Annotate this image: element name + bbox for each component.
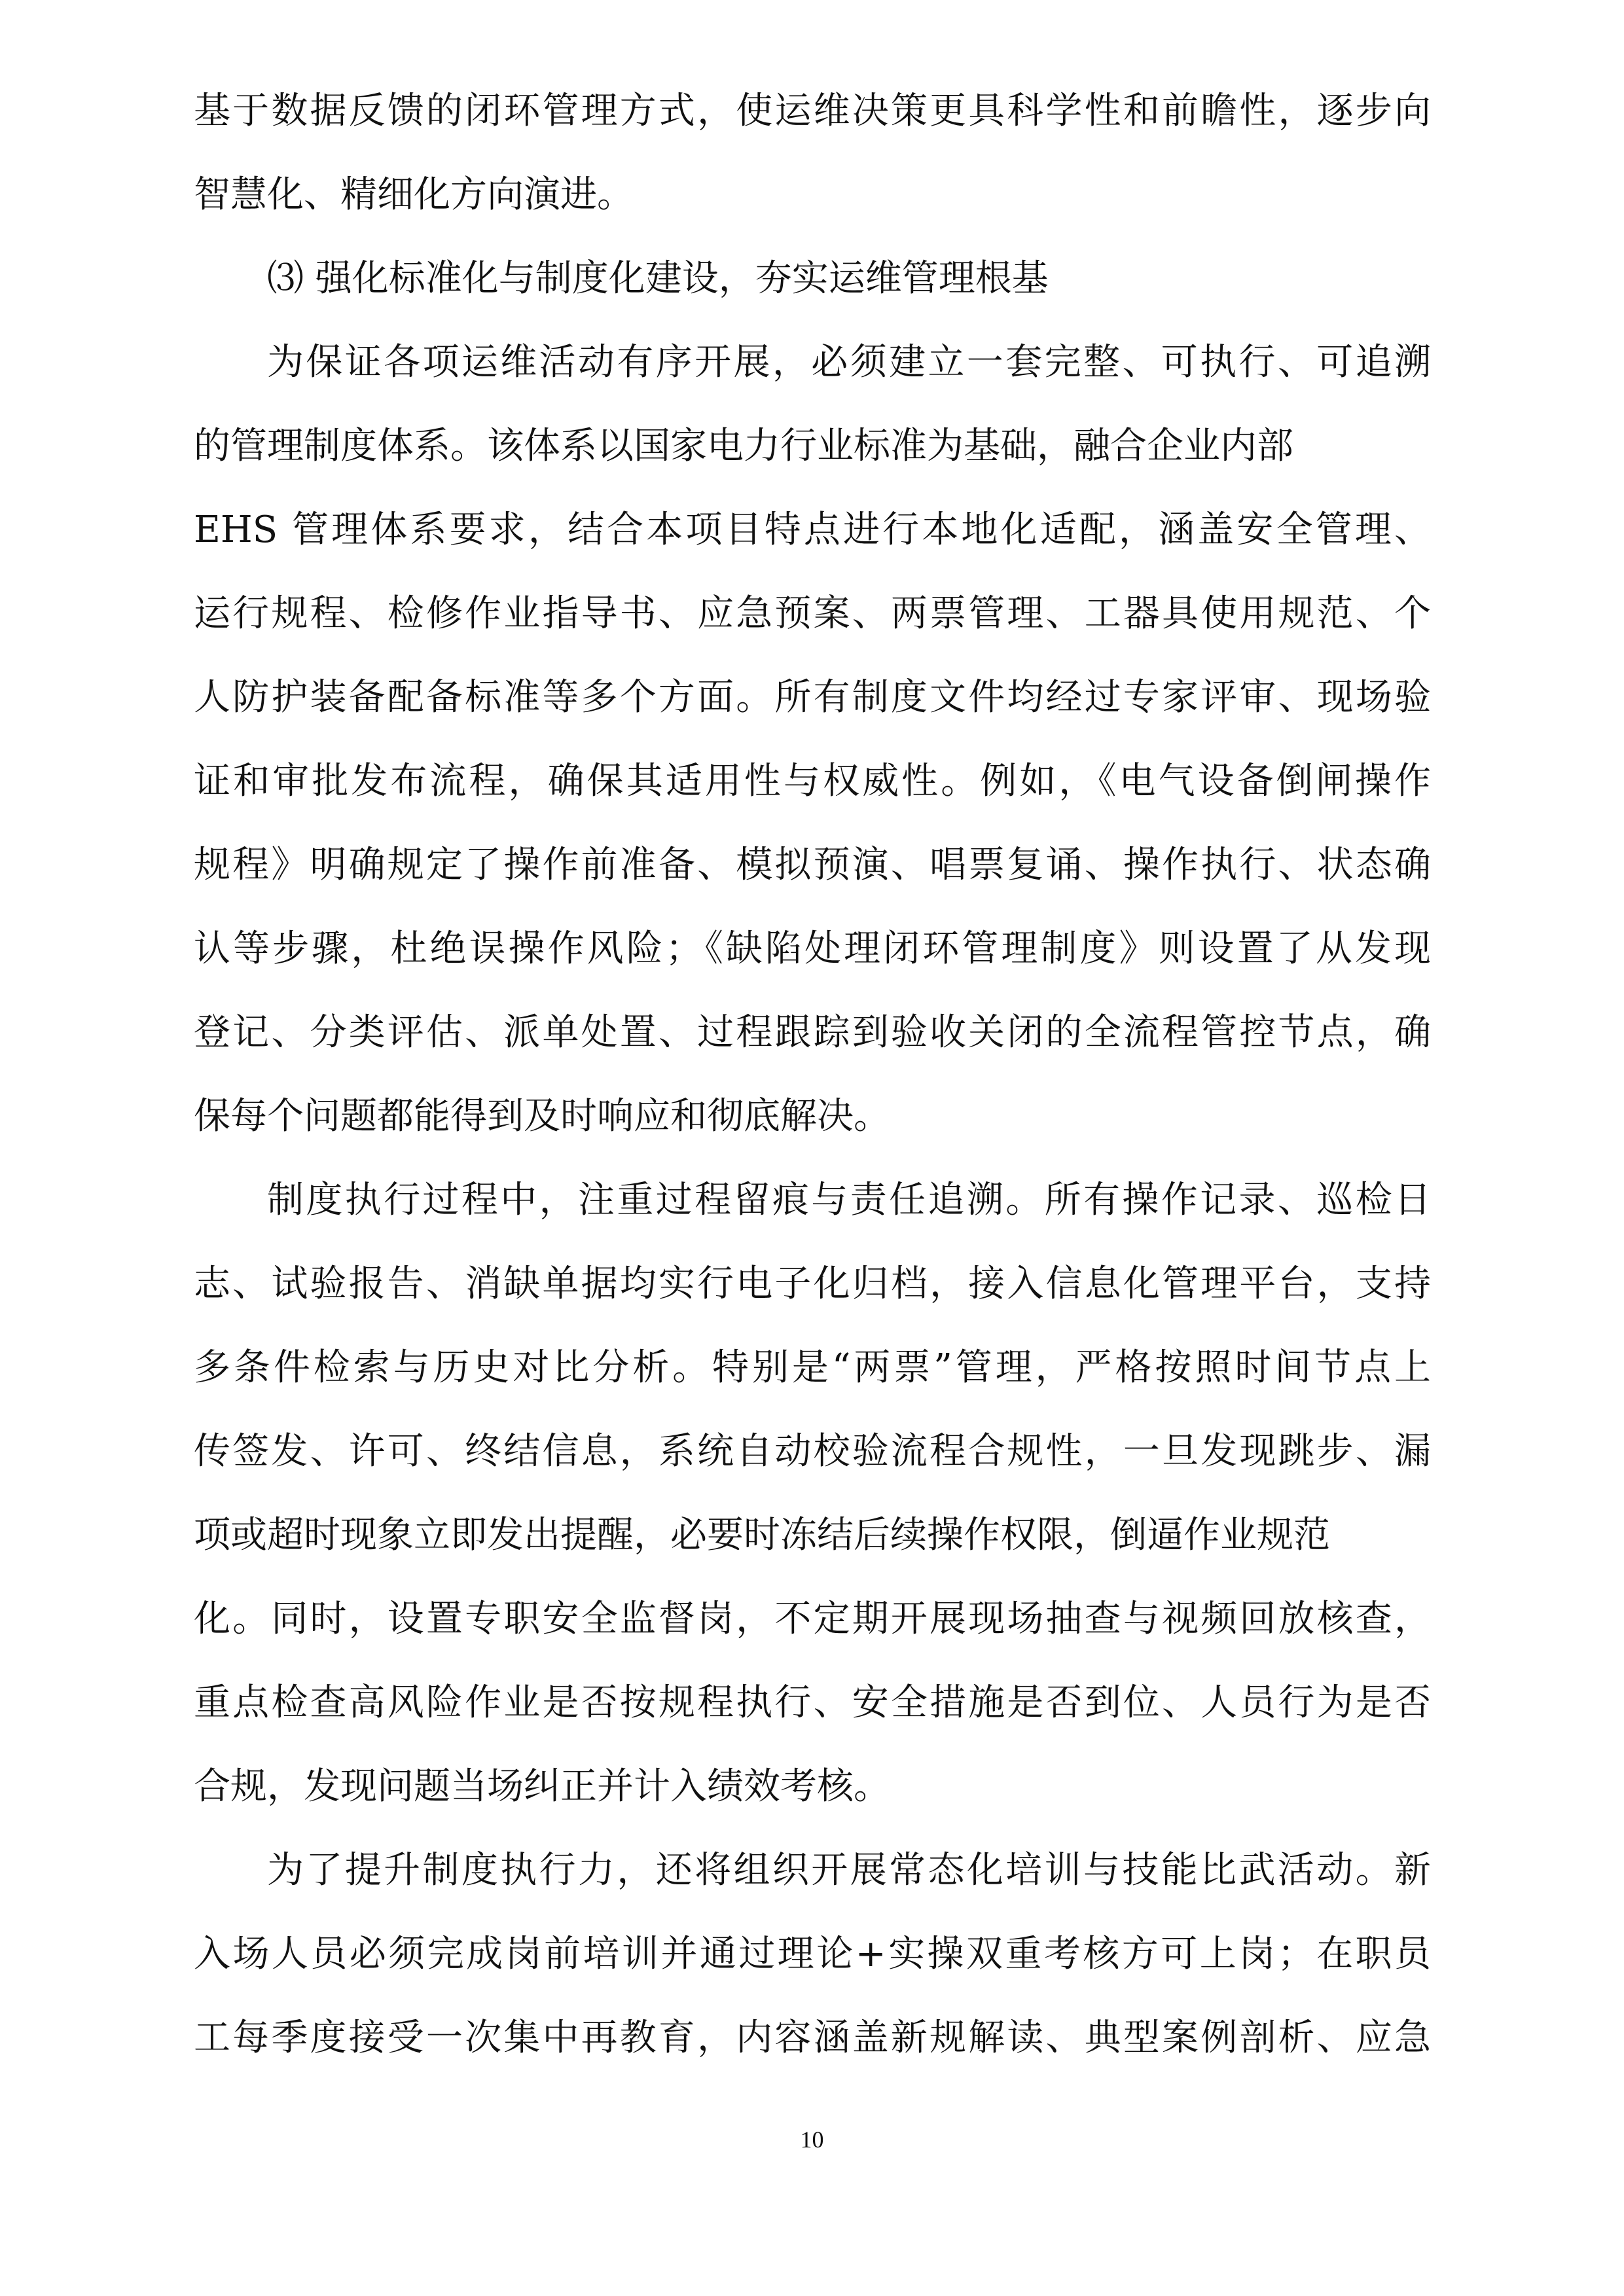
section-heading: ⑶ 强化标准化与制度化建设，夯实运维管理根基 [267,257,1049,300]
text-line: 制度执行过程中，注重过程留痕与责任追溯。所有操作记录、巡检日 [267,1179,1431,1221]
text-line: 入场人员必须完成岗前培训并通过理论+实操双重考核方可上岗；在职员 [194,1933,1431,1975]
text-line: 证和审批发布流程，确保其适用性与权威性。例如，《电气设备倒闸操作 [194,760,1431,802]
text-line: 化。同时，设置专职安全监督岗，不定期开展现场抽查与视频回放核查， [194,1598,1431,1640]
text-line: 志、试验报告、消缺单据均实行电子化归档，接入信息化管理平台，支持 [194,1263,1431,1305]
text-line: 基于数据反馈的闭环管理方式，使运维决策更具科学性和前瞻性，逐步向 [194,90,1431,132]
text-line: 智慧化、精细化方向演进。 [194,173,634,216]
page-number: 10 [800,2126,824,2153]
text-line: 传签发、许可、终结信息，系统自动校验流程合规性，一旦发现跳步、漏 [194,1430,1431,1473]
text-line: 为了提升制度执行力，还将组织开展常态化培训与技能比武活动。新 [267,1849,1431,1892]
text-line: 规程》明确规定了操作前准备、模拟预演、唱票复诵、操作执行、状态确 [194,844,1431,886]
text-line: 运行规程、检修作业指导书、应急预案、两票管理、工器具使用规范、个 [194,592,1431,635]
text-line: 工每季度接受一次集中再教育，内容涵盖新规解读、典型案例剖析、应急 [194,2017,1431,2059]
text-line: 多条件检索与历史对比分析。特别是“两票”管理，严格按照时间节点上 [194,1346,1431,1389]
text-line: 认等步骤，杜绝误操作风险；《缺陷处理闭环管理制度》则设置了从发现 [194,927,1431,970]
text-line: 合规，发现问题当场纠正并计入绩效考核。 [194,1765,890,1808]
text-line: 重点检查高风险作业是否按规程执行、安全措施是否到位、人员行为是否 [194,1681,1431,1724]
text-line: 保每个问题都能得到及时响应和彻底解决。 [194,1095,890,1138]
text-line: 的管理制度体系。该体系以国家电力行业标准为基础，融合企业内部 [194,425,1293,467]
text-line: 登记、分类评估、派单处置、过程跟踪到验收关闭的全流程管控节点，确 [194,1011,1431,1054]
text-line: 项或超时现象立即发出提醒，必要时冻结后续操作权限，倒逼作业规范 [194,1514,1330,1556]
text-line: EHS 管理体系要求，结合本项目特点进行本地化适配，涵盖安全管理、 [194,509,1431,551]
text-line: 人防护装备配备标准等多个方面。所有制度文件均经过专家评审、现场验 [194,676,1431,719]
text-line: 为保证各项运维活动有序开展，必须建立一套完整、可执行、可追溯 [267,341,1431,384]
